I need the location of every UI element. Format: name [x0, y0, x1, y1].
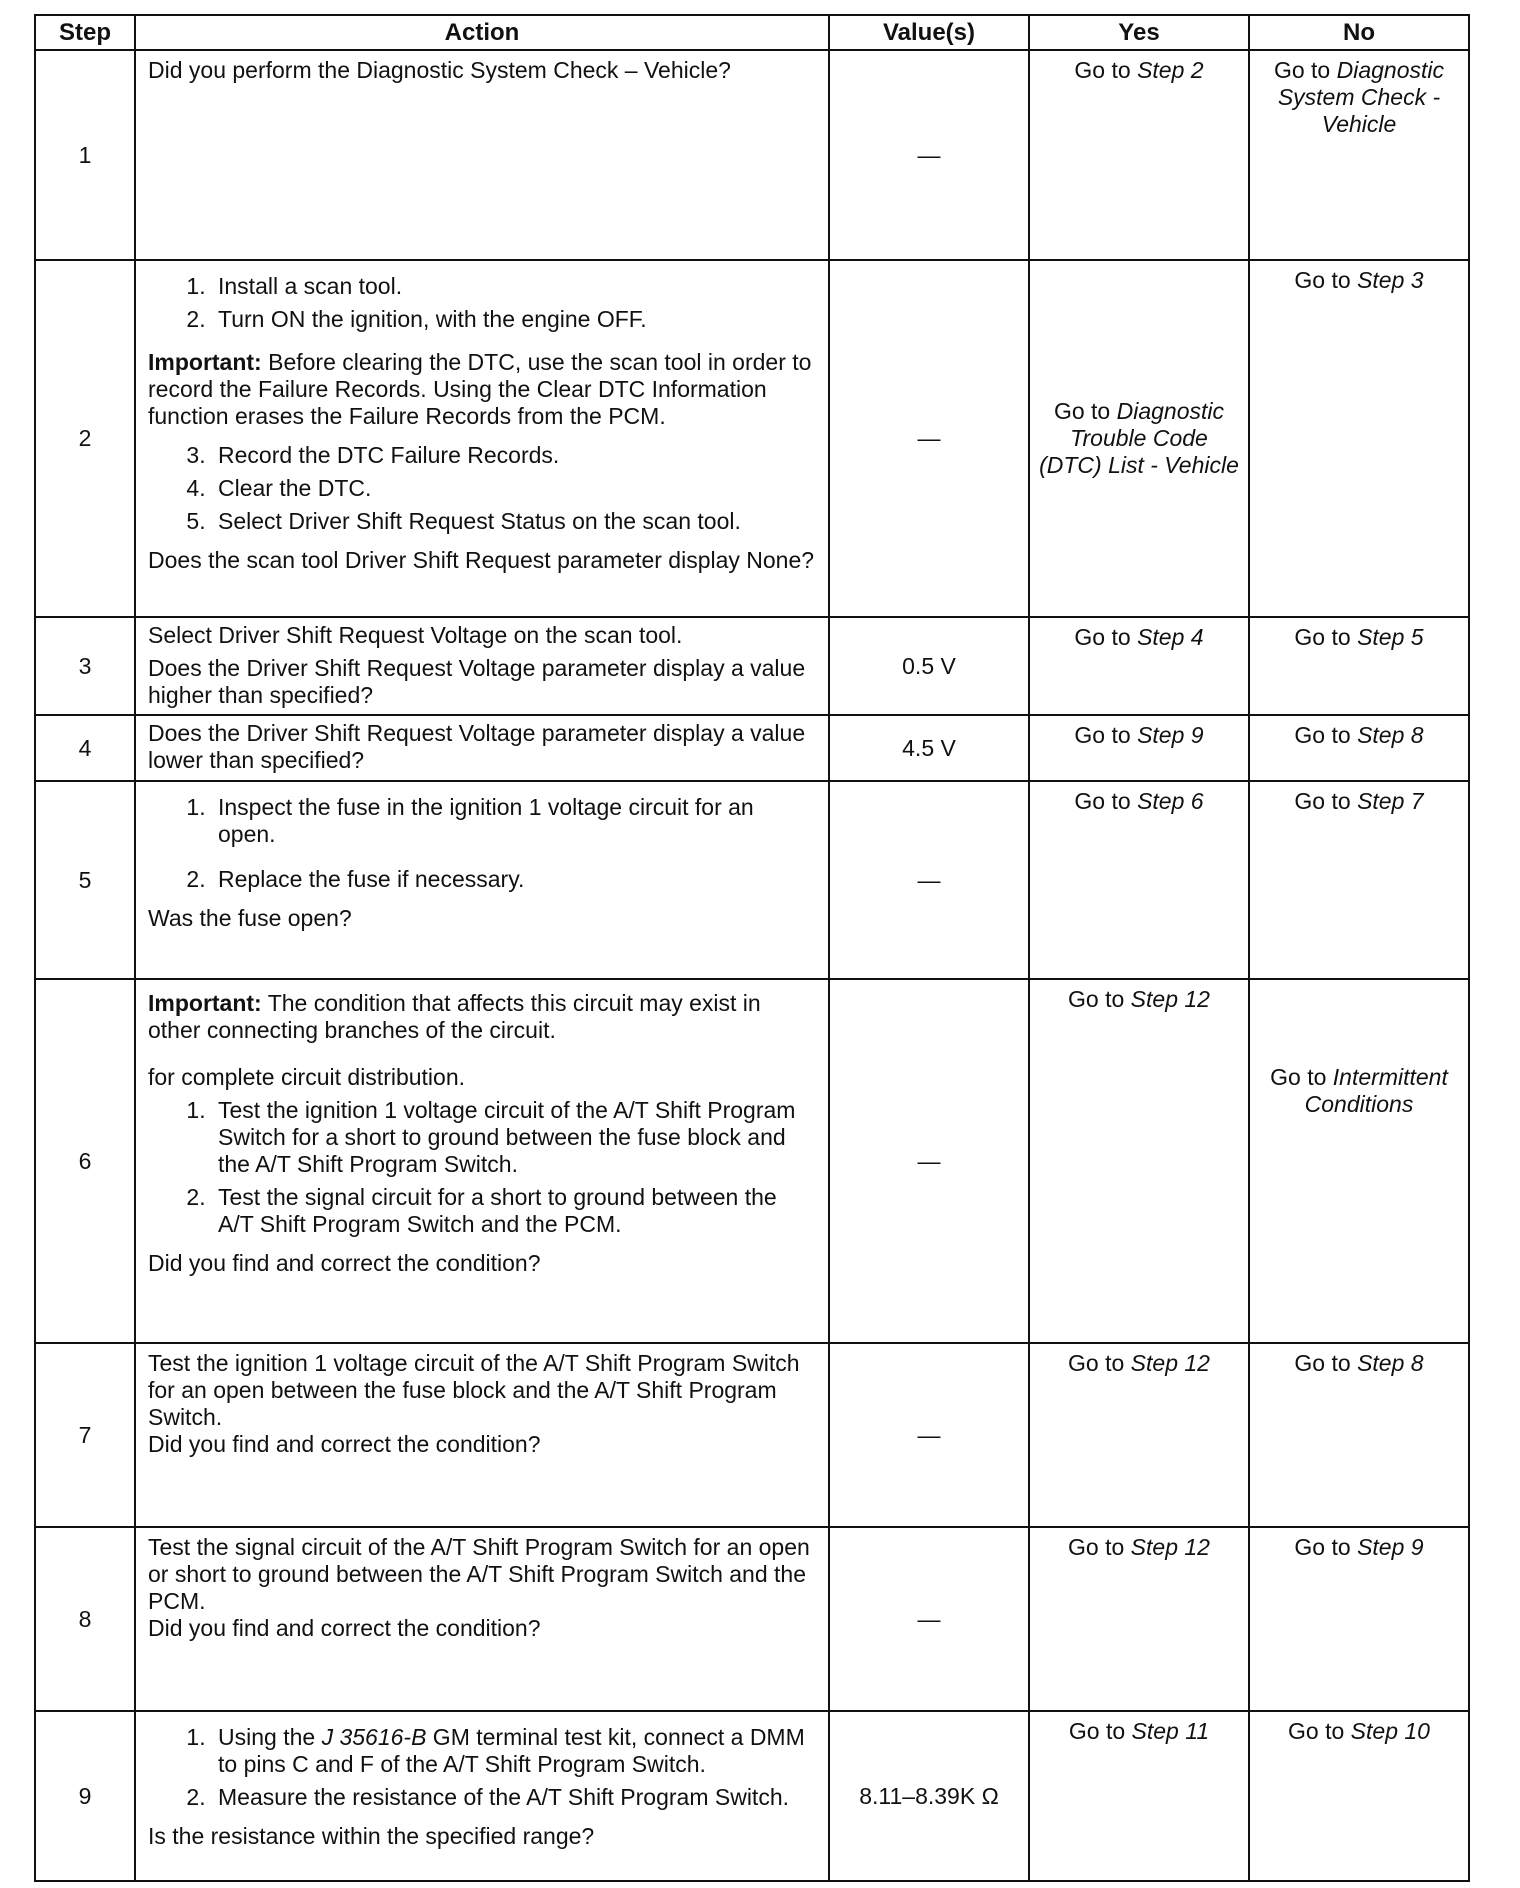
action-question: Was the fuse open? [148, 905, 352, 931]
goto-target: Step 9 [1357, 1534, 1424, 1560]
goto-prefix: Go to [1294, 1534, 1358, 1560]
goto-link[interactable] [1256, 267, 1462, 294]
no-cell [1249, 781, 1469, 979]
step-number: 8 [35, 1527, 135, 1711]
header-no: No [1249, 15, 1469, 50]
step-number: 3 [35, 617, 135, 715]
no-cell [1249, 979, 1469, 1343]
list-item: 1. Inspect the fuse in the ignition 1 voltage circuit for an open. [212, 794, 816, 848]
no-cell [1249, 1711, 1469, 1881]
table-row [35, 715, 1469, 781]
action-list [148, 862, 816, 899]
action-cell [135, 260, 829, 617]
action-cell [135, 1343, 829, 1527]
value-text: — [917, 866, 941, 893]
value-text: — [917, 1147, 941, 1174]
value-text: — [917, 1421, 941, 1448]
action-question: Did you find and correct the condition? [148, 1431, 541, 1457]
goto-link[interactable] [1256, 1718, 1462, 1745]
table-row [35, 617, 1469, 715]
header-row [35, 15, 1469, 50]
goto-link[interactable] [1256, 1350, 1462, 1377]
goto-link[interactable] [1036, 1534, 1242, 1561]
goto-prefix: Go to [1074, 57, 1138, 83]
goto-prefix: Go to [1074, 788, 1138, 814]
goto-target: Step 4 [1137, 624, 1204, 650]
header-values: Value(s) [829, 15, 1029, 50]
goto-prefix: Go to [1068, 1718, 1132, 1744]
list-item-text: Using the [218, 1724, 322, 1750]
action-text: Test the signal circuit of the A/T Shift Program Switch for an open or short to ground between the A/T Shift Program Switch and the PCM. [148, 1534, 810, 1614]
table-row [35, 260, 1469, 617]
action-text: Test the ignition 1 voltage circuit of the A/T Shift Program Switch for an open between the fuse block and the A/T Shift Program Switch. [148, 1350, 800, 1430]
action-cell [135, 781, 829, 979]
action-question: Does the Driver Shift Request Voltage parameter display a value higher than specified? [148, 655, 806, 708]
action-list [148, 1720, 816, 1817]
action-list [148, 790, 816, 854]
goto-link[interactable] [1256, 788, 1462, 815]
table-row [35, 1343, 1469, 1527]
goto-link[interactable] [1256, 57, 1462, 138]
value-cell [829, 1343, 1029, 1527]
goto-target: Step 12 [1130, 1534, 1210, 1560]
list-item: 2. Replace the fuse if necessary. [212, 866, 816, 893]
action-text: for complete circuit distribution. [148, 1064, 466, 1090]
important-note [148, 349, 816, 430]
table-row [35, 50, 1469, 260]
value-text: 0.5 V [902, 652, 956, 679]
goto-link[interactable] [1036, 1718, 1242, 1745]
yes-cell [1029, 781, 1249, 979]
header-action: Action [135, 15, 829, 50]
list-item: 5. Select Driver Shift Request Status on the scan tool. [212, 508, 816, 535]
list-item: 4. Clear the DTC. [212, 475, 816, 502]
no-cell [1249, 260, 1469, 617]
action-cell [135, 979, 829, 1343]
table-row [35, 781, 1469, 979]
header-yes: Yes [1029, 15, 1249, 50]
goto-prefix: Go to [1068, 1350, 1131, 1376]
goto-prefix: Go to [1273, 57, 1337, 83]
value-cell [829, 1711, 1029, 1881]
list-item: 2. Turn ON the ignition, with the engine OFF. [212, 306, 816, 333]
goto-link[interactable] [1030, 398, 1248, 479]
note-label: Important: [148, 349, 262, 375]
goto-link[interactable] [1256, 1534, 1462, 1561]
action-cell [135, 1527, 829, 1711]
step-number: 5 [35, 781, 135, 979]
tool-name: J 35616-B [321, 1724, 427, 1750]
yes-cell [1029, 715, 1249, 781]
step-number: 1 [35, 50, 135, 260]
goto-link[interactable] [1036, 986, 1242, 1013]
yes-cell [1029, 617, 1249, 715]
list-item-text: GM terminal test kit, connect a DMM to pins C and F of the A/T Shift Program Switch. [218, 1724, 805, 1777]
goto-target: Step 3 [1357, 267, 1424, 293]
action-question: Did you find and correct the condition? [148, 1615, 541, 1641]
action-text: Select Driver Shift Request Voltage on the scan tool. [148, 622, 683, 648]
action-cell [135, 617, 829, 715]
action-question: Did you perform the Diagnostic System Check – Vehicle? [148, 57, 731, 83]
action-question: Does the Driver Shift Request Voltage parameter display a value lower than specified? [148, 720, 806, 773]
header-step: Step [35, 15, 135, 50]
goto-target: Step 2 [1137, 57, 1204, 83]
yes-cell [1029, 1711, 1249, 1881]
no-cell [1249, 617, 1469, 715]
action-cell [135, 50, 829, 260]
step-number: 2 [35, 260, 135, 617]
goto-prefix: Go to [1294, 267, 1358, 293]
yes-cell [1029, 260, 1249, 617]
list-item: 1. Install a scan tool. [212, 273, 816, 300]
no-cell [1249, 715, 1469, 781]
goto-link[interactable] [1256, 1064, 1462, 1118]
action-list [148, 1093, 816, 1244]
step-number: 9 [35, 1711, 135, 1881]
value-text: — [917, 1605, 941, 1632]
table-row [35, 1711, 1469, 1881]
goto-target: Step 12 [1130, 986, 1210, 1012]
goto-link[interactable] [1036, 722, 1242, 749]
yes-cell [1029, 979, 1249, 1343]
list-item: 3. Record the DTC Failure Records. [212, 442, 816, 469]
goto-prefix: Go to [1074, 722, 1138, 748]
value-cell [829, 781, 1029, 979]
goto-link[interactable] [1036, 57, 1242, 84]
note-text: Before clearing the DTC, use the scan tool in order to record the Failure Records. Using the Clear DTC Information function erases the Failure Records from the PCM. [148, 349, 812, 429]
goto-target: Step 12 [1130, 1350, 1210, 1376]
list-item [212, 1724, 816, 1778]
goto-prefix: Go to [1294, 722, 1358, 748]
value-cell [829, 617, 1029, 715]
action-cell [135, 715, 829, 781]
action-list [148, 269, 816, 339]
value-cell [829, 1527, 1029, 1711]
goto-prefix: Go to [1068, 986, 1131, 1012]
goto-prefix: Go to [1053, 398, 1117, 424]
goto-target: Step 6 [1137, 788, 1204, 814]
goto-target: Intermittent Conditions [1304, 1064, 1448, 1117]
goto-prefix: Go to [1270, 1064, 1333, 1090]
value-text: 4.5 V [902, 734, 956, 761]
yes-cell [1029, 1527, 1249, 1711]
value-cell [829, 715, 1029, 781]
goto-target: Step 5 [1357, 624, 1424, 650]
step-number: 6 [35, 979, 135, 1343]
diagnostic-table [34, 14, 1470, 1882]
goto-link[interactable] [1256, 722, 1462, 749]
goto-target: Step 8 [1357, 1350, 1424, 1376]
table-row [35, 1527, 1469, 1711]
action-question: Did you find and correct the condition? [148, 1250, 541, 1276]
important-note [148, 990, 816, 1044]
action-cell [135, 1711, 829, 1881]
goto-target: Diagnostic System Check - Vehicle [1277, 57, 1445, 137]
no-cell [1249, 1527, 1469, 1711]
goto-link[interactable] [1036, 1350, 1242, 1377]
list-item: 2. Test the signal circuit for a short to ground between the A/T Shift Program Switch and the PCM. [212, 1184, 816, 1238]
goto-prefix: Go to [1294, 788, 1358, 814]
yes-cell [1029, 50, 1249, 260]
goto-prefix: Go to [1288, 1718, 1351, 1744]
goto-link[interactable] [1036, 788, 1242, 815]
value-text: — [917, 425, 941, 451]
goto-target: Step 8 [1357, 722, 1424, 748]
yes-cell [1029, 1343, 1249, 1527]
table-row [35, 979, 1469, 1343]
value-text: — [917, 141, 941, 168]
value-cell [829, 50, 1029, 260]
step-number: 4 [35, 715, 135, 781]
list-item: 2. Measure the resistance of the A/T Shift Program Switch. [212, 1784, 816, 1811]
goto-prefix: Go to [1074, 624, 1138, 650]
list-item: 1. Test the ignition 1 voltage circuit of the A/T Shift Program Switch for a short to ground between the fuse block and the A/T Shift Program Switch. [212, 1097, 816, 1178]
goto-target: Step 11 [1131, 1718, 1210, 1744]
note-text: The condition that affects this circuit may exist in other connecting branches of the circuit. [148, 990, 761, 1043]
goto-link[interactable] [1036, 624, 1242, 651]
value-cell [829, 979, 1029, 1343]
step-number: 7 [35, 1343, 135, 1527]
goto-target: Step 9 [1137, 722, 1204, 748]
goto-target: Step 10 [1350, 1718, 1430, 1744]
goto-prefix: Go to [1294, 1350, 1358, 1376]
goto-prefix: Go to [1068, 1534, 1131, 1560]
no-cell [1249, 50, 1469, 260]
goto-target: Diagnostic Trouble Code (DTC) List - Vehicle [1039, 398, 1239, 478]
goto-link[interactable] [1256, 624, 1462, 651]
value-cell [829, 260, 1029, 617]
no-cell [1249, 1343, 1469, 1527]
action-question: Is the resistance within the specified range? [148, 1823, 595, 1849]
note-label: Important: [148, 990, 262, 1016]
action-question: Does the scan tool Driver Shift Request parameter display None? [148, 547, 815, 573]
value-text: 8.11–8.39K Ω [859, 1782, 999, 1809]
goto-prefix: Go to [1294, 624, 1358, 650]
goto-target: Step 7 [1357, 788, 1424, 814]
action-list [148, 438, 816, 541]
